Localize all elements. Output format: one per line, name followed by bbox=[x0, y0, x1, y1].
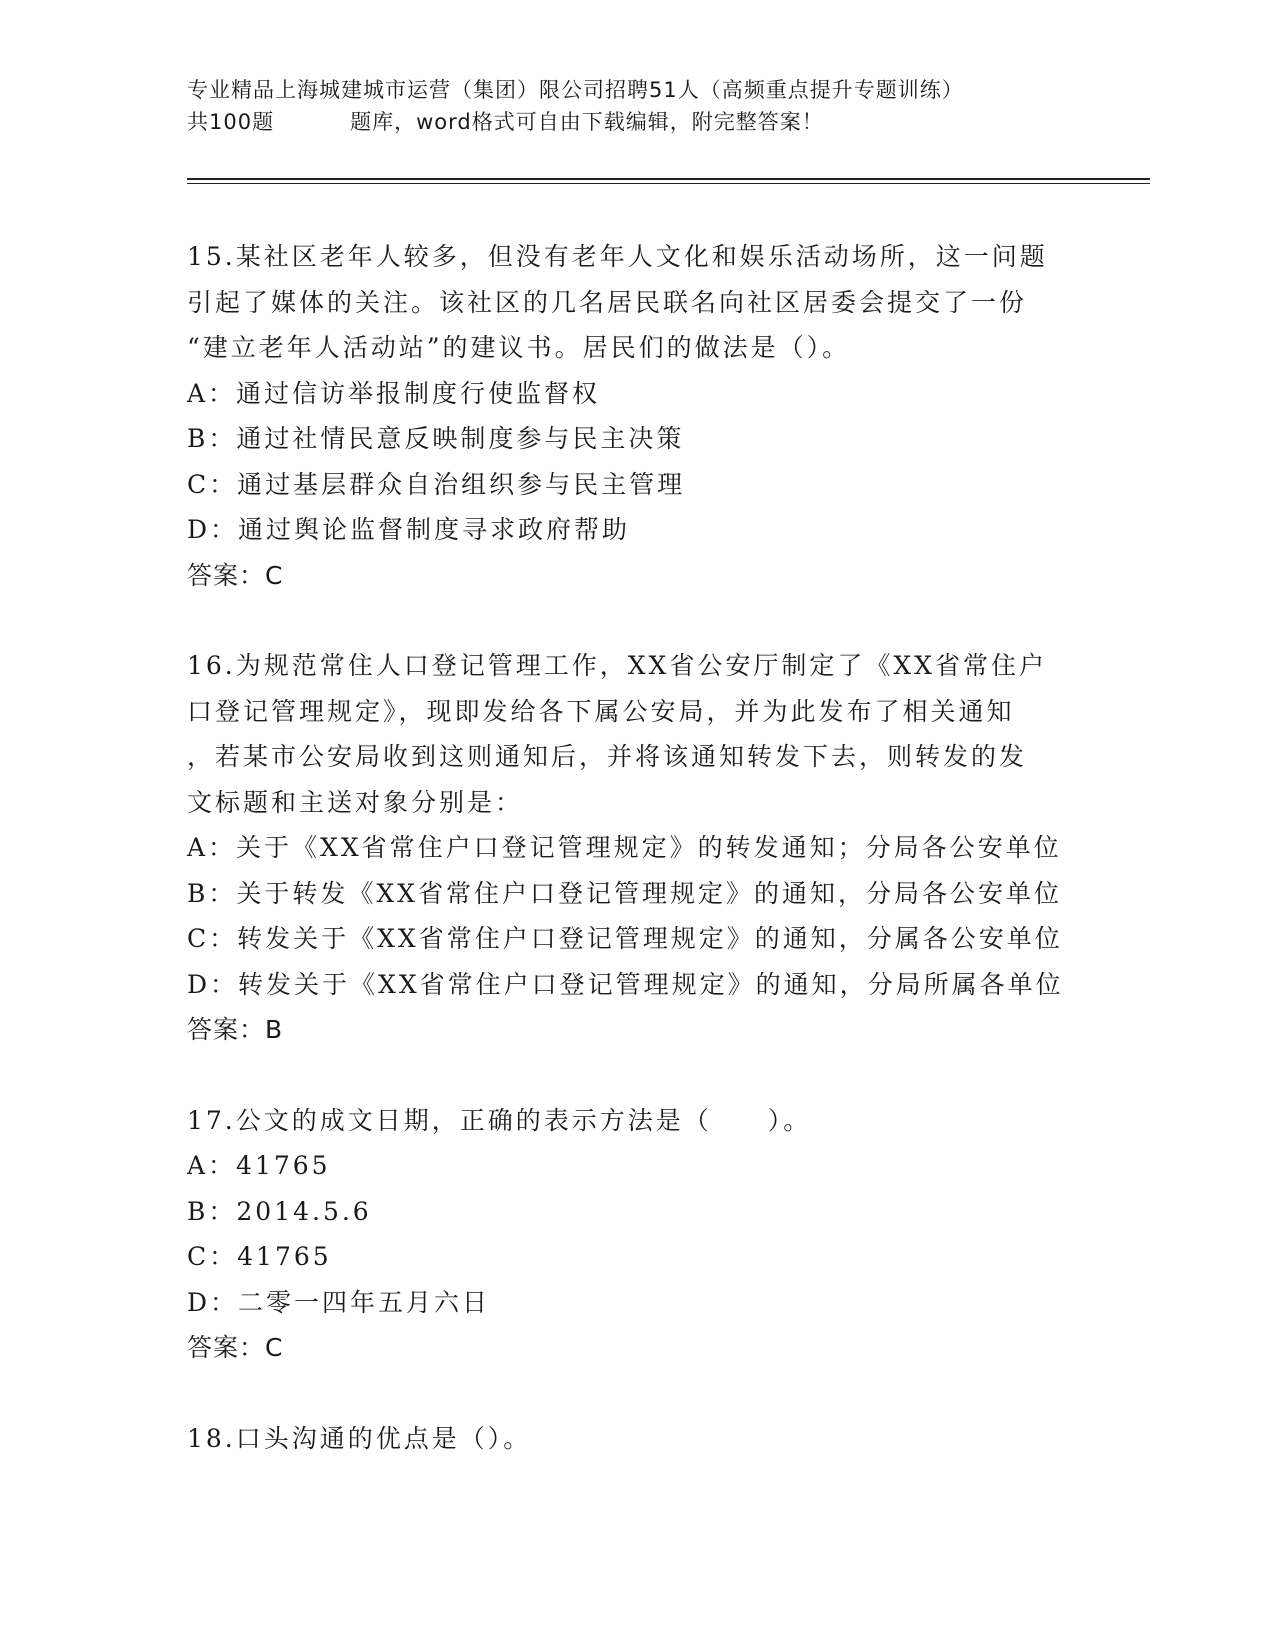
option-c: C：通过基层群众自治组织参与民主管理 bbox=[187, 469, 686, 499]
question-17 bbox=[187, 1098, 1087, 1371]
question-15 bbox=[187, 234, 1087, 598]
question-text-line: 16.为规范常住人口登记管理工作，XX省公安厅制定了《XX省常住户 bbox=[187, 651, 1047, 680]
question-18 bbox=[187, 1416, 1087, 1462]
question-text-line: 口登记管理规定》，现即发给各下属公安局，并为此发布了相关通知 bbox=[187, 696, 1015, 726]
option-b: B：关于转发《XX省常住户口登记管理规定》的通知，分局各公安单位 bbox=[187, 878, 1062, 908]
option-a: A：41765 bbox=[187, 1151, 331, 1180]
question-text-line: 17.公文的成文日期，正确的表示方法是（ ）。 bbox=[187, 1105, 812, 1135]
option-a: A：通过信访举报制度行使监督权 bbox=[187, 378, 601, 408]
option-d: D：转发关于《XX省常住户口登记管理规定》的通知，分局所属各单位 bbox=[187, 969, 1064, 999]
option-d: D：通过舆论监督制度寻求政府帮助 bbox=[187, 515, 631, 544]
option-b: B：通过社情民意反映制度参与民主决策 bbox=[187, 424, 685, 453]
option-b: B：2014.5.6 bbox=[187, 1196, 372, 1226]
header-divider-thick bbox=[187, 178, 1150, 180]
answer: 答案：C bbox=[187, 1333, 284, 1362]
question-text-line: 引起了媒体的关注。该社区的几名居民联名向社区居委会提交了一份 bbox=[187, 287, 1028, 317]
header-divider-thin bbox=[187, 183, 1150, 184]
question-text-line: 文标题和主送对象分别是： bbox=[187, 787, 524, 817]
question-text-line: ，若某市公安局收到这则通知后，并将该通知转发下去，则转发的发 bbox=[187, 742, 1028, 771]
option-a: A：关于《XX省常住户口登记管理规定》的转发通知；分局各公安单位 bbox=[187, 833, 1062, 862]
answer: 答案：B bbox=[187, 1015, 284, 1044]
header-description: 题库，word格式可自由下载编辑，附完整答案！ bbox=[350, 110, 824, 134]
header-subtitle-line bbox=[187, 106, 1087, 138]
option-d: D：二零一四年五月六日 bbox=[187, 1287, 491, 1317]
question-text-line: “建立老年人活动站”的建议书。居民们的做法是（）。 bbox=[187, 333, 851, 362]
option-c: C：41765 bbox=[187, 1242, 332, 1271]
question-text-line: 15.某社区老年人较多，但没有老年人文化和娱乐活动场所，这一问题 bbox=[187, 242, 1048, 271]
question-text-line: 18.口头沟通的优点是（）。 bbox=[187, 1423, 532, 1453]
header-count: 共100题 bbox=[187, 110, 275, 134]
header-title-line: 专业精品上海城建城市运营（集团）限公司招聘51人（高频重点提升专题训练） bbox=[187, 78, 964, 102]
question-list bbox=[187, 234, 1087, 1461]
answer: 答案：C bbox=[187, 560, 284, 590]
option-c: C：转发关于《XX省常住户口登记管理规定》的通知，分属各公安单位 bbox=[187, 924, 1063, 953]
document-header bbox=[187, 74, 1087, 138]
question-16 bbox=[187, 643, 1087, 1053]
